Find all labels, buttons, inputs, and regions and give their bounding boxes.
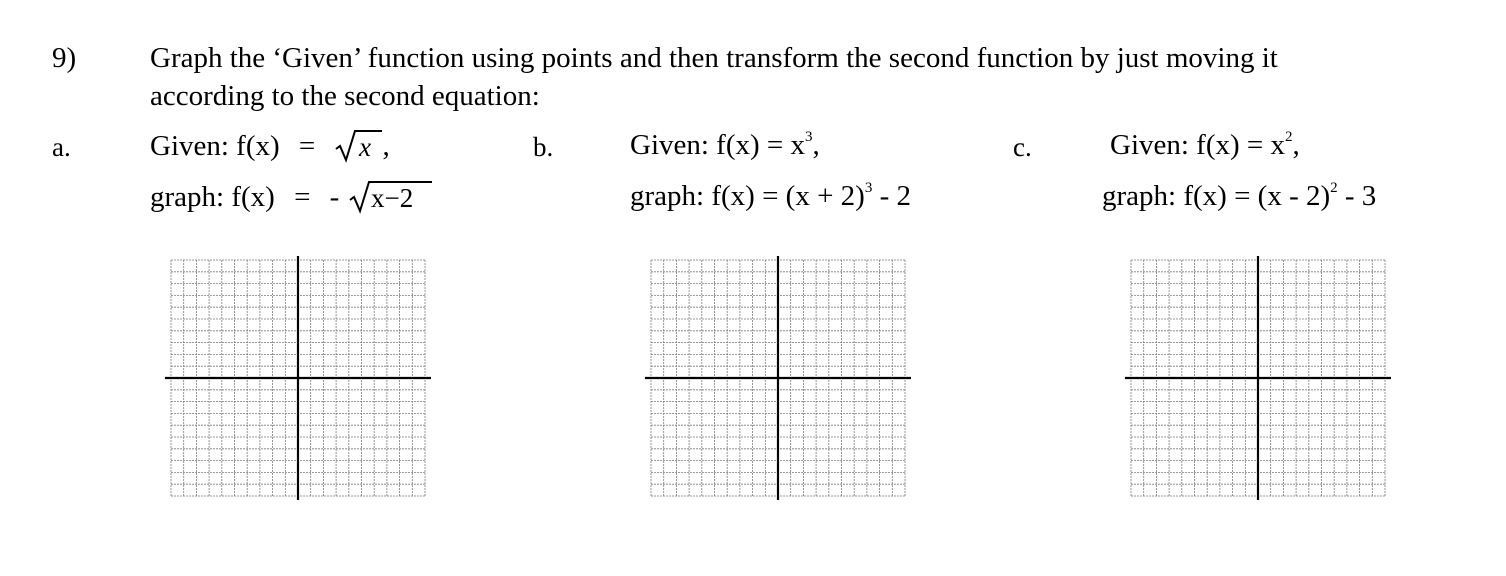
coordinate-grid[interactable] xyxy=(1125,256,1391,500)
part-b-given-body: = x xyxy=(759,129,806,161)
instructions-line-2: according to the second equation: xyxy=(150,80,540,112)
part-b-graph-suffix: - 2 xyxy=(872,180,912,212)
part-b-given-exponent: 3 xyxy=(805,129,813,145)
part-c-graph xyxy=(1102,180,1376,212)
part-c-graph-body: = (x - 2) xyxy=(1226,180,1331,212)
part-a-given xyxy=(150,129,390,163)
coordinate-grid[interactable] xyxy=(165,256,431,500)
part-b-given-comma: , xyxy=(812,129,820,161)
part-a-given-prefix: Given: f(x) xyxy=(150,130,280,162)
instructions-line-1: Graph the ‘Given’ function using points and then transform the second function by just moving it xyxy=(150,42,1278,74)
part-b-given xyxy=(630,129,820,161)
part-a-graph-radicand: x−2 xyxy=(370,183,413,213)
part-c-given-body: = x xyxy=(1239,129,1286,161)
part-c-graph-prefix: graph: f(x) xyxy=(1102,180,1227,212)
part-a-given-equals: = xyxy=(298,130,316,162)
part-c-letter: c. xyxy=(1013,132,1032,162)
coordinate-grid[interactable] xyxy=(645,256,911,500)
part-a-given-radical xyxy=(335,129,383,163)
part-a-graph-sign: - xyxy=(329,181,340,213)
graph-grid-b[interactable] xyxy=(645,256,911,505)
part-b-graph xyxy=(630,180,911,212)
part-c-graph-suffix: - 3 xyxy=(1337,180,1377,212)
part-a-given-radicand: x xyxy=(358,132,371,162)
part-b-graph-body: = (x + 2) xyxy=(754,180,865,212)
part-c-given xyxy=(1110,129,1300,161)
part-c-given-prefix: Given: f(x) xyxy=(1110,129,1240,161)
part-c-graph-exponent: 2 xyxy=(1330,180,1338,196)
part-a-graph-radical xyxy=(349,180,433,214)
part-a-graph xyxy=(150,180,433,214)
part-c-given-exponent: 2 xyxy=(1285,129,1293,145)
graph-grid-c[interactable] xyxy=(1125,256,1391,505)
radical-sign-icon xyxy=(335,129,383,163)
graph-grid-a[interactable] xyxy=(165,256,431,505)
radical-sign-icon xyxy=(349,180,433,214)
part-c-given-comma: , xyxy=(1292,129,1300,161)
part-b-graph-exponent: 3 xyxy=(864,180,873,196)
part-a-graph-equals: = xyxy=(294,181,311,213)
part-a-letter: a. xyxy=(52,132,71,162)
part-a-graph-prefix: graph: f(x) xyxy=(150,181,275,213)
part-b-letter: b. xyxy=(533,132,554,162)
part-b-graph-prefix: graph: f(x) xyxy=(630,180,755,212)
part-a-given-comma: , xyxy=(382,130,390,162)
part-b-given-prefix: Given: f(x) xyxy=(630,129,760,161)
problem-number: 9) xyxy=(52,42,77,74)
